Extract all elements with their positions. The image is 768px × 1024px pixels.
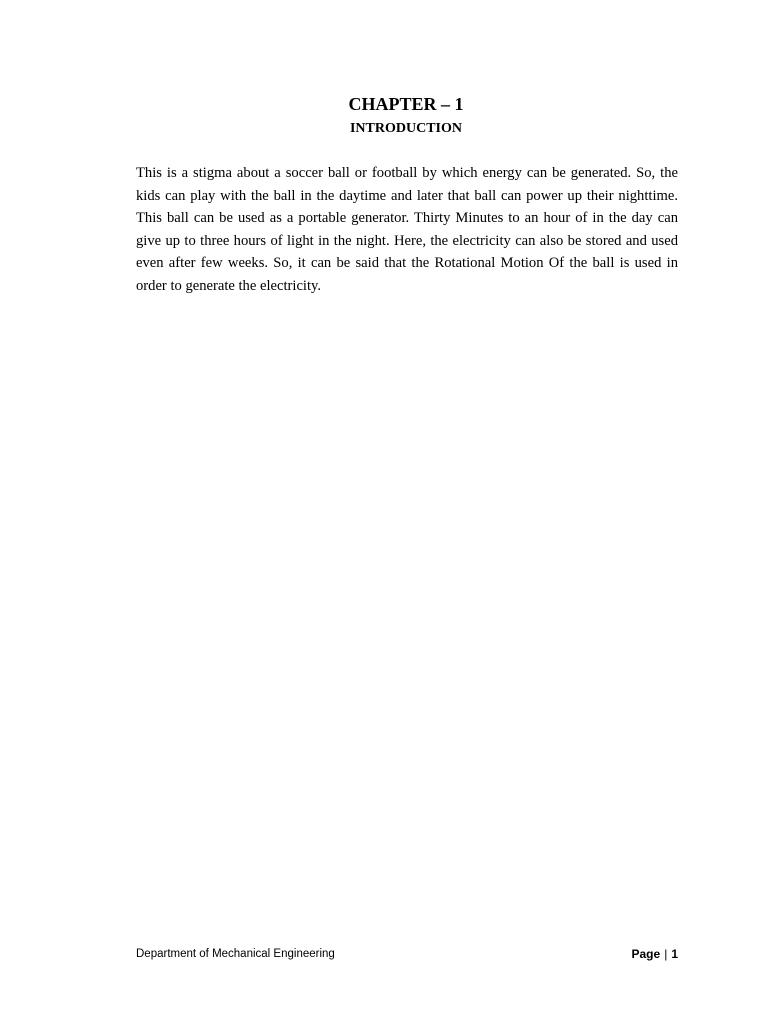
footer-page-indicator <box>632 944 679 964</box>
page-separator: | <box>664 947 668 961</box>
page-footer <box>136 944 678 964</box>
chapter-title: CHAPTER – 1 <box>348 94 464 114</box>
page-label: Page <box>631 947 661 961</box>
section-title: INTRODUCTION <box>349 121 462 136</box>
introduction-paragraph: This is a stigma about a soccer ball or football by which energy can be generated. So, the kids can play with the ball in the daytime and later that ball can power up their nighttime. This ball can be used as a portable generator. Thirty Minutes to an hour of in the day can give up to three hours of light in the night. Here, the electricity can also be stored and used even after few weeks. So, it can be said that the Rotational Motion Of the ball is used in order to generate the electricity. <box>136 165 678 294</box>
page-number: 1 <box>671 947 678 961</box>
footer-department: Department of Mechanical Engineering <box>136 948 335 960</box>
